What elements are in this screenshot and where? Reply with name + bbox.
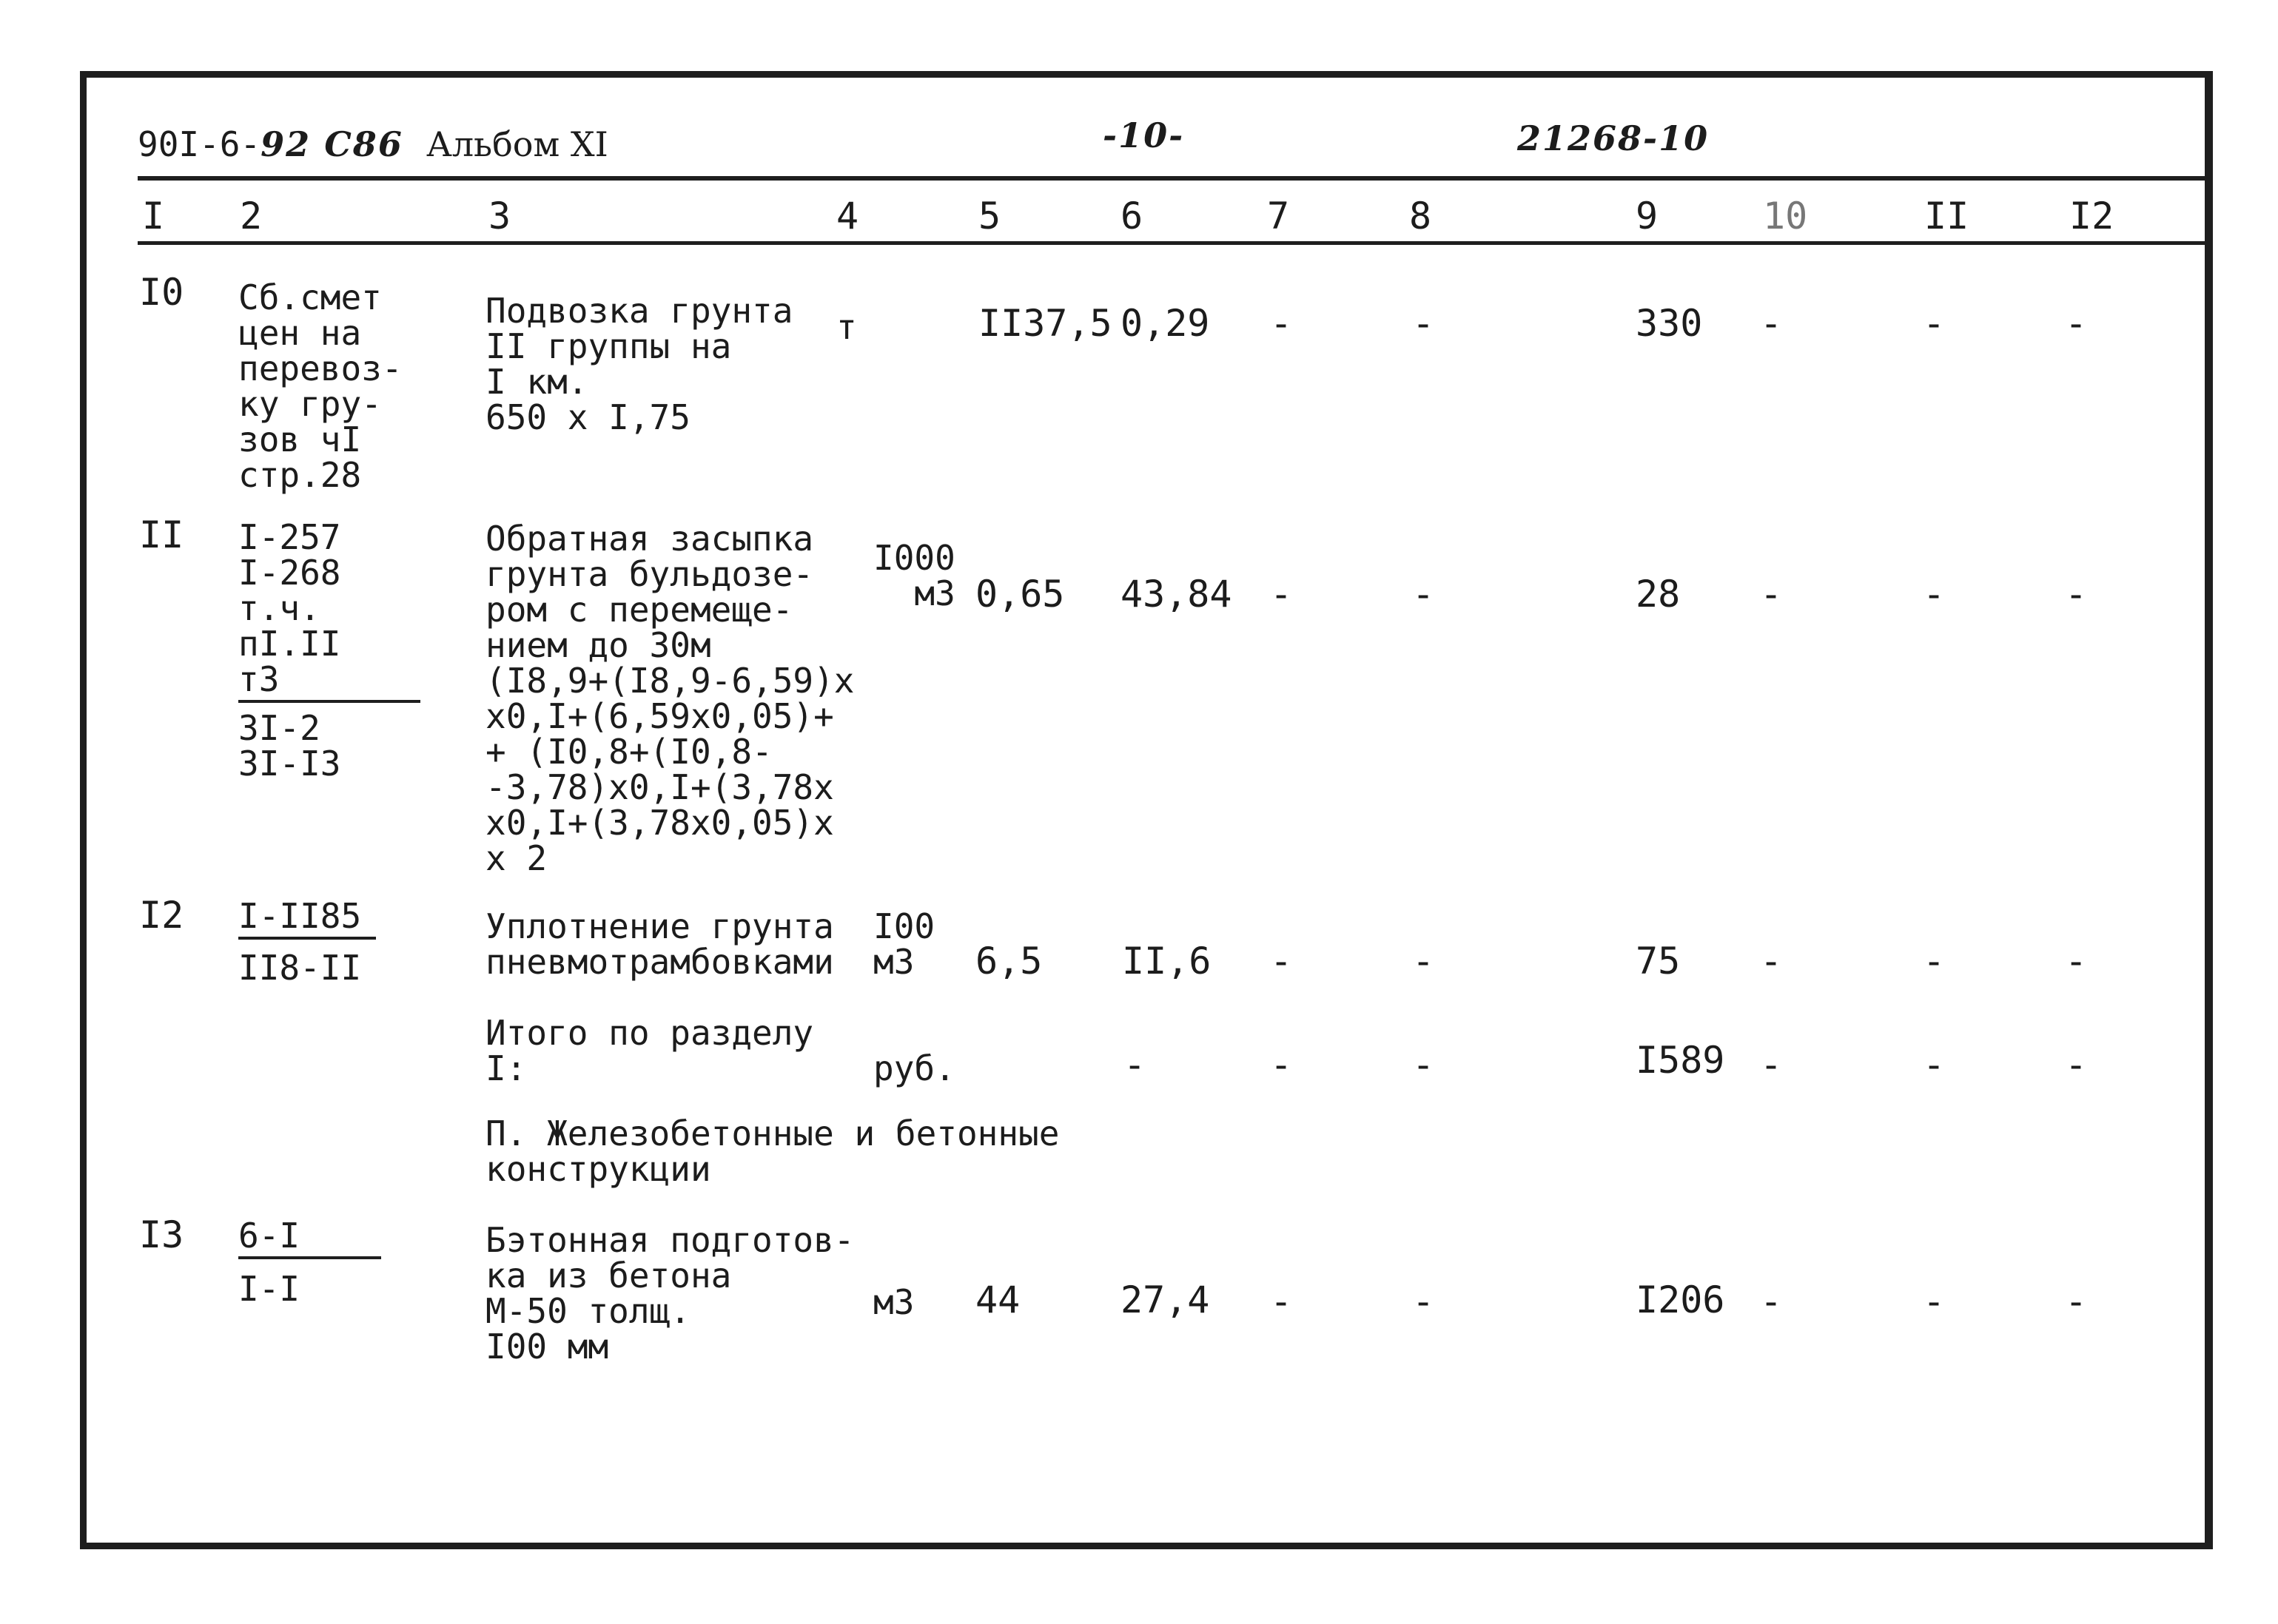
column-number-11: II [1924, 195, 1969, 237]
row-col8: - [1412, 573, 1435, 616]
subtotal-col10: - [1760, 1043, 1783, 1086]
row-total: 330 [1636, 302, 1703, 345]
row-col10: - [1760, 302, 1783, 345]
row-col10: - [1760, 573, 1783, 616]
page-number: -10- [1103, 115, 1185, 155]
row-total: 75 [1636, 940, 1681, 983]
row-col12: - [2065, 940, 2088, 983]
row-unit: т [836, 307, 857, 347]
row-quantity: 0,65 [975, 573, 1065, 616]
album-label: Альбом XI [426, 124, 608, 164]
row-col10: - [1760, 940, 1783, 983]
row-quantity: 6,5 [975, 940, 1043, 983]
row-col8: - [1412, 302, 1435, 345]
row-col11: - [1923, 302, 1946, 345]
row-col11: - [1923, 573, 1946, 616]
row-basis: I-257 I-268 т.ч. пI.II т3 [238, 519, 420, 703]
row-name: Обратная засыпка грунта бульдозе- ром с перемеще- нием до 30м (I8,9+(I8,9-6,59)х х0,I+(6,59х0,05)+ + (I0,8+(I0,8- -3,78)х0,I+(3,78х х0,I+(3,78х0,05)х х 2 [485, 519, 855, 878]
inventory-number: 21268-10 [1517, 118, 1710, 158]
row-unit-price: 27,4 [1120, 1278, 1210, 1321]
row-col11: - [1923, 940, 1946, 983]
row-name: Бэтонная подготов- ка из бетона М-50 толщ. I00 мм [485, 1220, 855, 1367]
subtotal-col8: - [1412, 1043, 1435, 1086]
row-col8: - [1412, 1280, 1435, 1323]
row-basis: Сб.смет цен на перевоз- ку гру- зов чI стр.28 [238, 277, 403, 495]
row-total: I206 [1636, 1278, 1725, 1321]
row-unit: м3 [873, 1282, 915, 1322]
subtotal-total: I589 [1636, 1039, 1725, 1082]
row-col12: - [2065, 302, 2088, 345]
row-basis: I-II85 [238, 898, 376, 940]
row-unit-price: 43,84 [1120, 573, 1232, 616]
document-code-handwritten: 92 С86 [261, 124, 403, 164]
row-unit: I000 м3 [873, 538, 955, 613]
subtotal-price: - [1123, 1043, 1146, 1086]
row-col8: - [1412, 940, 1435, 983]
column-number-3: 3 [488, 195, 511, 237]
row-col12: - [2065, 573, 2088, 616]
row-number: I3 [139, 1213, 184, 1256]
column-header-rule [138, 241, 2208, 245]
row-col10: - [1760, 1280, 1783, 1323]
subtotal-col7: - [1270, 1043, 1293, 1086]
document-code [138, 126, 403, 163]
column-number-7: 7 [1267, 195, 1290, 237]
row-unit-price: 0,29 [1120, 302, 1210, 345]
subtotal-label: Итого по разделу I: [485, 1013, 814, 1088]
column-number-4: 4 [836, 195, 859, 237]
row-unit: I00 м3 [873, 906, 935, 982]
row-quantity: 44 [975, 1278, 1021, 1321]
header-rule [138, 176, 2208, 181]
row-col7: - [1270, 940, 1293, 983]
subtotal-unit: руб. [873, 1048, 955, 1088]
subtotal-col11: - [1923, 1043, 1946, 1086]
row-total: 28 [1636, 573, 1681, 616]
column-number-12: I2 [2069, 195, 2114, 237]
row-name: Уплотнение грунта пневмотрамбовками [485, 906, 834, 982]
row-col12: - [2065, 1280, 2088, 1323]
row-number: II [139, 513, 184, 556]
row-unit-price: II,6 [1122, 940, 1212, 983]
row-basis: 6-I [238, 1218, 381, 1259]
column-number-1: I [142, 195, 165, 237]
section-title: П. Железобетонные и бетонные конструкции [485, 1113, 1060, 1189]
row-col11: - [1923, 1280, 1946, 1323]
row-name: Подвозка грунта II группы на I км. 650 х I,75 [485, 291, 793, 437]
row-basis-bottom: 3I-2 3I-I3 [238, 708, 341, 784]
column-number-9: 9 [1636, 195, 1659, 237]
row-col7: - [1270, 302, 1293, 345]
column-number-2: 2 [240, 195, 263, 237]
row-number: I0 [139, 271, 184, 314]
row-number: I2 [139, 894, 184, 937]
row-quantity: II37,5 [978, 302, 1112, 345]
row-basis-bottom: II8-II [238, 948, 362, 988]
column-number-5: 5 [978, 195, 1001, 237]
row-col7: - [1270, 1280, 1293, 1323]
row-col7: - [1270, 573, 1293, 616]
document-code-printed: 90I-6- [138, 124, 261, 164]
row-basis-bottom: I-I [238, 1269, 300, 1309]
column-number-6: 6 [1120, 195, 1143, 237]
column-number-8: 8 [1409, 195, 1432, 237]
subtotal-col12: - [2065, 1043, 2088, 1086]
column-number-10: 10 [1763, 195, 1808, 237]
